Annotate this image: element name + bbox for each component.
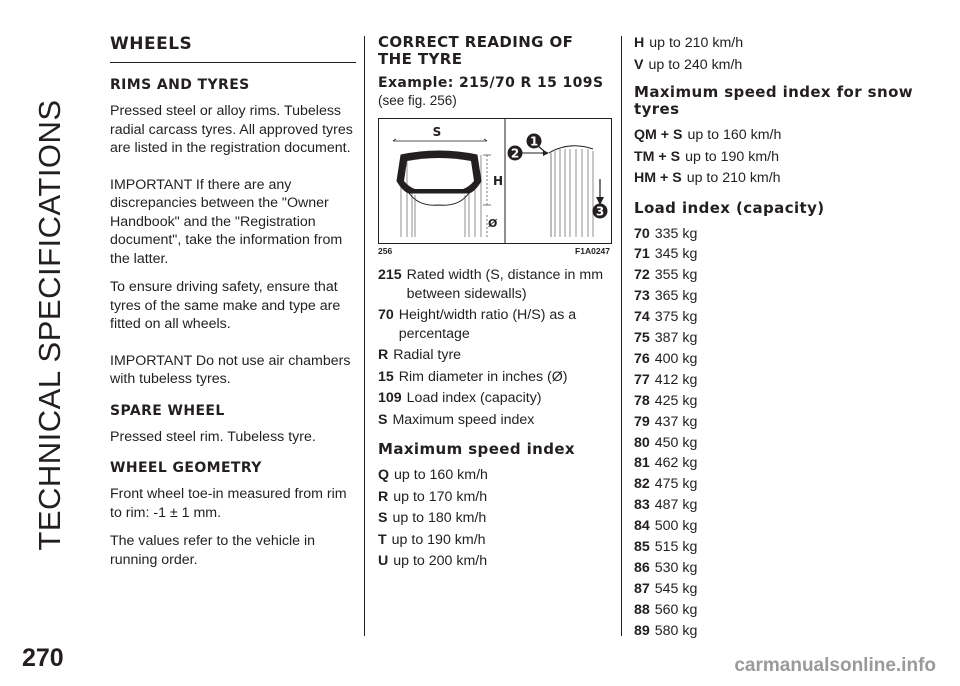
load-index-item-key: 89 xyxy=(634,622,650,639)
snow-speed-list xyxy=(634,126,934,188)
label-h: H xyxy=(493,174,504,188)
speed-item-value: up to 160 km/h xyxy=(394,467,488,483)
speed-item-key: R xyxy=(378,488,389,505)
snow-speed-item-key: TM + S xyxy=(634,148,681,165)
side-section-title xyxy=(20,30,80,620)
load-index-list xyxy=(634,225,934,641)
load-index-item xyxy=(634,287,934,306)
snow-speed-item xyxy=(634,126,934,145)
load-index-item-key: 74 xyxy=(634,309,650,326)
load-index-item-key: 79 xyxy=(634,413,650,430)
load-index-item-value: 400 kg xyxy=(654,350,698,367)
speed-item-value: up to 170 km/h xyxy=(393,488,488,505)
load-index-item xyxy=(634,413,934,432)
load-index-item-key: 73 xyxy=(634,288,650,305)
speed-item-value: up to 240 km/h xyxy=(648,56,743,73)
legend-item xyxy=(378,306,610,343)
load-index-item-value: 375 kg xyxy=(654,309,698,326)
figure-code: F1A0247 xyxy=(575,246,610,256)
speed-item-value: up to 190 km/h xyxy=(391,531,486,548)
speed-item-key: T xyxy=(378,531,387,548)
callout-1: 1 xyxy=(529,134,539,149)
load-index-item-value: 450 kg xyxy=(654,434,698,451)
snow-speed-item-key: QM + S xyxy=(634,127,683,143)
max-speed-heading: Maximum speed index xyxy=(378,440,576,458)
load-index-item xyxy=(634,580,934,599)
snow-speed-item-value: up to 160 km/h xyxy=(687,127,782,143)
load-index-item xyxy=(634,475,934,494)
example-fig-ref: (see fig. 256) xyxy=(378,93,457,108)
legend-item-value: Load index (capacity) xyxy=(406,390,542,406)
load-index-item xyxy=(634,245,934,264)
load-index-item-value: 345 kg xyxy=(654,246,698,263)
speed-item-key: Q xyxy=(378,467,390,483)
important-air-chambers-paragraph: IMPORTANT Do not use air chambers with tubeless tyres. xyxy=(110,352,351,387)
load-index-item-key: 78 xyxy=(634,392,650,409)
speed-item-key: H xyxy=(634,35,645,51)
label-s: S xyxy=(432,125,442,139)
load-index-item xyxy=(634,601,934,620)
load-index-item-value: 387 kg xyxy=(654,330,698,347)
load-index-item-key: 87 xyxy=(634,580,650,597)
load-index-item-key: 83 xyxy=(634,497,650,514)
legend-item-value: Height/width ratio (H/S) as a percentage xyxy=(398,307,577,342)
running-order-paragraph: The values refer to the vehicle in running order. xyxy=(110,533,316,568)
speed-item-value: up to 200 km/h xyxy=(393,553,488,569)
watermark-text: carmanualsonline.info xyxy=(734,655,936,676)
load-index-item xyxy=(634,392,934,411)
legend-item xyxy=(378,411,610,430)
load-index-item-key: 72 xyxy=(634,267,650,284)
load-index-item-key: 84 xyxy=(634,518,650,535)
load-index-item-value: 335 kg xyxy=(654,225,698,242)
toe-in-paragraph: Front wheel toe-in measured from rim to rim: -1 ± 1 mm. xyxy=(110,486,347,521)
snow-speed-heading: Maximum speed index for snow tyres xyxy=(634,83,914,118)
legend-item xyxy=(378,368,610,387)
max-speed-list xyxy=(378,466,610,571)
load-index-item-key: 77 xyxy=(634,371,650,388)
snow-speed-item-value: up to 210 km/h xyxy=(686,170,781,186)
page-number: 270 xyxy=(22,644,64,672)
rims-tyres-heading: RIMS AND TYRES xyxy=(110,77,250,93)
load-index-item xyxy=(634,434,934,453)
load-index-item-key: 81 xyxy=(634,455,650,472)
load-index-item xyxy=(634,496,934,515)
speed-item xyxy=(634,56,934,75)
legend-item xyxy=(378,346,610,365)
load-index-item-value: 487 kg xyxy=(654,497,698,514)
load-index-item-value: 560 kg xyxy=(654,601,698,618)
load-index-item-key: 71 xyxy=(634,246,650,263)
load-index-item-key: 88 xyxy=(634,601,650,618)
legend-item-key: 215 xyxy=(378,267,402,283)
legend-item-key: 109 xyxy=(378,390,402,406)
tyre-code-legend xyxy=(378,266,610,429)
tyre-reading-heading: CORRECT READING OF THE TYRE xyxy=(378,33,574,68)
speed-item xyxy=(378,531,610,550)
figure-caption xyxy=(378,246,610,256)
legend-item-key: S xyxy=(378,411,388,428)
figure-number: 256 xyxy=(378,246,393,256)
snow-speed-item-value: up to 190 km/h xyxy=(685,148,779,165)
max-speed-list-continued xyxy=(634,34,934,74)
tyre-figure xyxy=(378,118,612,244)
legend-item-key: 15 xyxy=(378,368,394,385)
load-index-item-value: 530 kg xyxy=(654,560,698,576)
column-wheels xyxy=(110,34,356,579)
wheel-geometry-heading: WHEEL GEOMETRY xyxy=(110,460,262,476)
label-diameter: Ø xyxy=(488,217,498,230)
snow-speed-item xyxy=(634,169,934,188)
load-index-item-key: 82 xyxy=(634,476,650,493)
spare-wheel-heading: SPARE WHEEL xyxy=(110,402,225,419)
load-index-item xyxy=(634,454,934,473)
speed-item-key: U xyxy=(378,553,389,569)
legend-item-key: 70 xyxy=(378,307,394,323)
load-index-item xyxy=(634,517,934,536)
speed-item-key: S xyxy=(378,510,388,526)
wheels-heading: WHEELS xyxy=(110,34,356,63)
load-index-item xyxy=(634,622,934,641)
load-index-heading: Load index (capacity) xyxy=(634,198,825,217)
rims-paragraph: Pressed steel or alloy rims. Tubeless radial carcass tyres. All approved tyres are listed in the registration document. xyxy=(110,103,353,156)
load-index-item-value: 515 kg xyxy=(654,539,698,556)
callout-3: 3 xyxy=(595,204,605,219)
load-index-item xyxy=(634,266,934,285)
column-indices xyxy=(634,34,934,643)
speed-item-key: V xyxy=(634,56,644,73)
column-tyre-reading xyxy=(378,34,610,574)
load-index-item xyxy=(634,538,934,557)
legend-item xyxy=(378,389,610,408)
snow-speed-item-key: HM + S xyxy=(634,170,682,186)
speed-item-value: up to 180 km/h xyxy=(392,510,487,526)
important-discrepancy-paragraph: IMPORTANT If there are any discrepancies between the "Owner Handbook" and the "Registration document", take the information from the latter. xyxy=(110,176,343,267)
load-index-item xyxy=(634,559,934,578)
speed-item xyxy=(378,552,610,571)
speed-item xyxy=(634,34,934,53)
load-index-item xyxy=(634,225,934,244)
load-index-item xyxy=(634,350,934,369)
load-index-item-key: 76 xyxy=(634,350,650,367)
load-index-item-value: 462 kg xyxy=(654,455,698,472)
legend-item-value: Radial tyre xyxy=(393,347,462,363)
load-index-item-key: 86 xyxy=(634,560,650,576)
load-index-item-value: 500 kg xyxy=(654,518,698,535)
legend-item-key: R xyxy=(378,347,389,363)
tyre-diagram xyxy=(379,119,611,243)
load-index-item-key: 85 xyxy=(634,539,650,556)
load-index-item-value: 365 kg xyxy=(654,288,698,305)
legend-item xyxy=(378,266,610,303)
callout-2: 2 xyxy=(510,146,520,161)
load-index-item-value: 475 kg xyxy=(654,476,698,493)
speed-item-value: up to 210 km/h xyxy=(649,35,744,51)
load-index-item-key: 80 xyxy=(634,434,650,451)
example-title: Example: 215/70 R 15 109S xyxy=(378,75,604,91)
side-section-title-text: TECHNICAL SPECIFICATIONS xyxy=(32,99,67,551)
load-index-item-value: 355 kg xyxy=(654,267,698,284)
speed-item xyxy=(378,509,610,528)
driving-safety-paragraph: To ensure driving safety, ensure that tyres of the same make and type are fitted on all wheels. xyxy=(110,279,341,332)
load-index-item xyxy=(634,329,934,348)
column-divider xyxy=(364,36,365,636)
load-index-item-value: 545 kg xyxy=(654,580,698,597)
load-index-item-key: 70 xyxy=(634,225,650,242)
snow-speed-item xyxy=(634,148,934,167)
load-index-item xyxy=(634,371,934,390)
legend-item-value: Maximum speed index xyxy=(392,411,535,428)
legend-item-value: Rated width (S, distance in mm between sidewalls) xyxy=(406,267,604,302)
load-index-item-key: 75 xyxy=(634,330,650,347)
load-index-item-value: 412 kg xyxy=(654,371,698,388)
load-index-item-value: 425 kg xyxy=(654,392,698,409)
column-divider xyxy=(621,36,622,636)
load-index-item xyxy=(634,308,934,327)
load-index-item-value: 580 kg xyxy=(654,622,698,639)
legend-item-value: Rim diameter in inches (Ø) xyxy=(398,368,568,385)
speed-item xyxy=(378,488,610,507)
speed-item xyxy=(378,466,610,485)
spare-wheel-paragraph: Pressed steel rim. Tubeless tyre. xyxy=(110,428,316,445)
load-index-item-value: 437 kg xyxy=(654,413,698,430)
